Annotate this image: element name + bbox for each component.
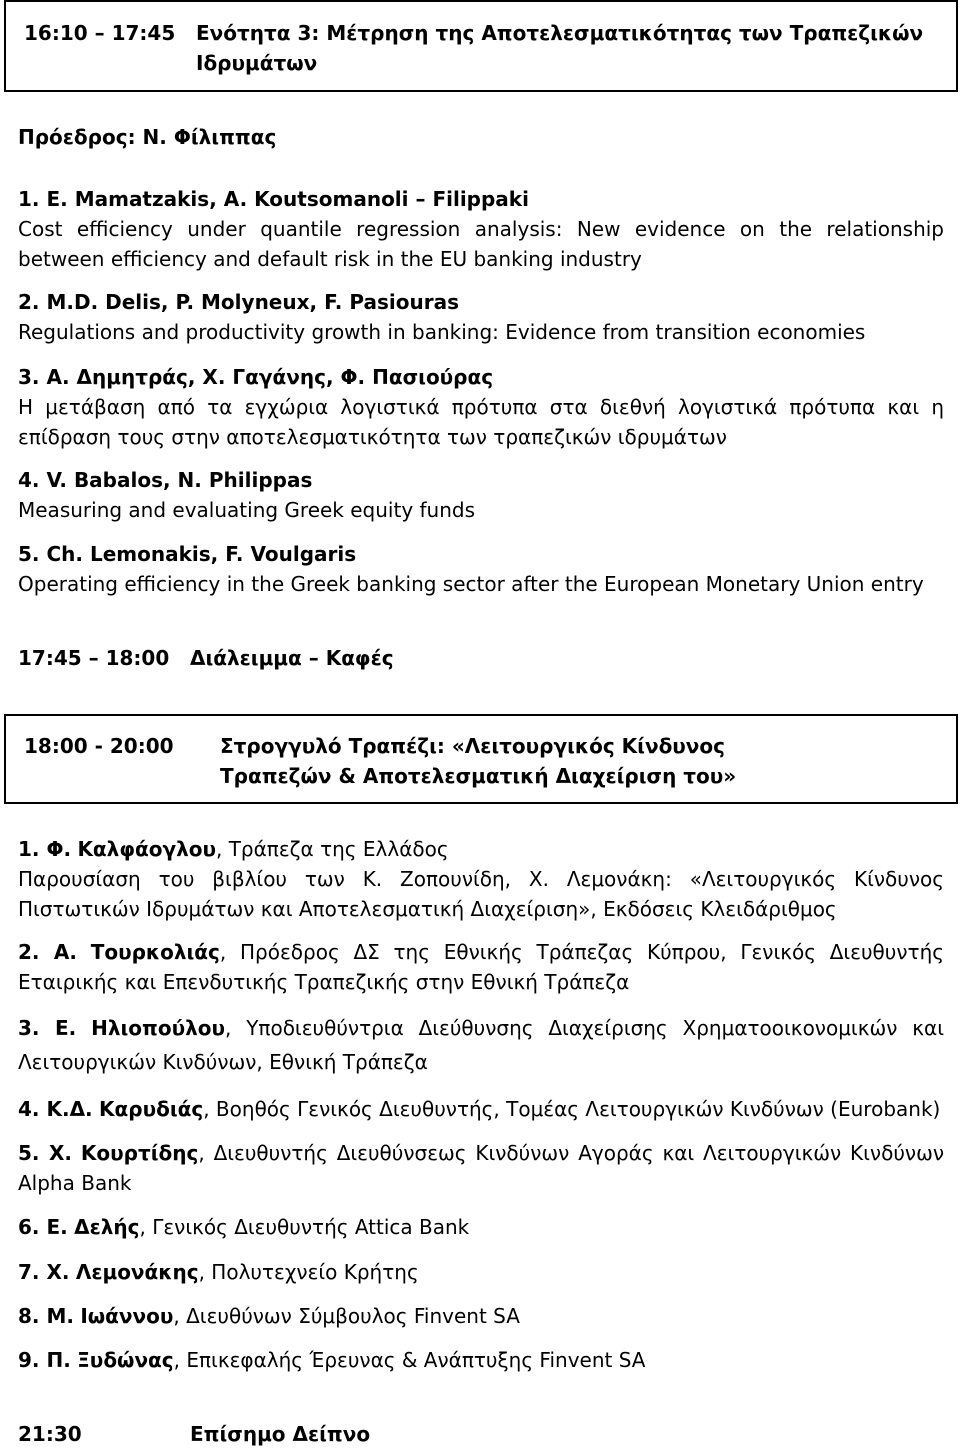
session-3-header: [4, 0, 958, 92]
paper-3-title: Η μετάβαση από τα εγχώρια λογιστικά πρότυπα στα διεθνή λογιστικά πρότυπα και η επίδραση τους στην αποτελεσματικότητα των τραπεζικών ιδρυμάτων: [18, 395, 944, 449]
panelist-2-name: Τουρκολιάς: [90, 940, 220, 964]
panelist-4-role: , Βοηθός Γενικός Διευθυντής, Τομέας Λειτουργικών Κινδύνων (Eurobank): [203, 1097, 941, 1121]
panelist-6-name: Δελής: [74, 1215, 140, 1239]
panelist-2: [18, 937, 944, 997]
panelist-2-role: , Πρόεδρος ΔΣ της Εθνικής Τράπεζας Κύπρου, Γενικός Διευθυντής Εταιρικής και Επενδυτικής Τραπεζικής στην Εθνική Τράπεζα: [18, 940, 944, 994]
panelist-1-book: Παρουσίαση του βιβλίου των Κ. Ζοπουνίδη, Χ. Λεμονάκη: «Λειτουργικός Κίνδυνος Πιστωτικών Ιδρυμάτων και Αποτελεσματική Διαχείριση», Εκδόσεις Κλειδάριθμος: [18, 867, 944, 921]
paper-2-title: Regulations and productivity growth in banking: Evidence from transition economies: [18, 320, 866, 344]
paper-4-title: Measuring and evaluating Greek equity funds: [18, 498, 476, 522]
panelist-1-role: , Τράπεζα της Ελλάδος: [215, 837, 449, 861]
paper-1-title: Cost efficiency under quantile regression analysis: New evidence on the relationship between efficiency and default risk in the EU banking industry: [18, 217, 944, 271]
panelist-8-num: 8. Μ.: [18, 1304, 74, 1328]
paper-4-authors: 4. V. Babalos, N. Philippas: [18, 468, 313, 492]
panelist-6: [18, 1212, 944, 1242]
panelist-8: [18, 1301, 944, 1331]
panelist-4-name: Καρυδιάς: [99, 1097, 204, 1121]
panelist-8-role: , Διευθύνων Σύμβουλος Finvent SA: [173, 1304, 520, 1328]
panelist-1-num: 1. Φ.: [18, 837, 72, 861]
panelist-9: [18, 1345, 944, 1375]
panelist-4: [18, 1094, 944, 1124]
roundtable-title-line1: Στρογγυλό Τραπέζι: «Λειτουργικός Κίνδυνος: [220, 734, 726, 758]
panelist-3: [18, 1011, 944, 1079]
panelist-3-name: Ηλιοπούλου: [91, 1016, 225, 1040]
paper-5-authors: 5. Ch. Lemonakis, F. Voulgaris: [18, 542, 357, 566]
panelist-2-num: 2. Α.: [18, 940, 77, 964]
coffee-break-time: 17:45 – 18:00: [18, 646, 170, 670]
session-3-time: 16:10 – 17:45: [24, 21, 176, 45]
panelist-9-num: 9. Π.: [18, 1348, 71, 1372]
panelist-7-role: , Πολυτεχνείο Κρήτης: [198, 1260, 419, 1284]
panelist-7: [18, 1257, 944, 1287]
paper-1-authors: 1. E. Mamatzakis, A. Koutsomanoli – Filippaki: [18, 187, 529, 211]
panelist-8-name: Ιωάννου: [80, 1304, 174, 1328]
dinner-label: Επίσημο Δείπνο: [190, 1422, 371, 1446]
panelist-4-num: 4. Κ.Δ.: [18, 1097, 93, 1121]
session-3-title-line2: Ιδρυμάτων: [196, 51, 318, 75]
panelist-5-name: Κουρτίδης: [80, 1141, 199, 1165]
paper-2-authors: 2. M.D. Delis, P. Molyneux, F. Pasiouras: [18, 290, 459, 314]
panelist-7-name: Λεμονάκης: [75, 1260, 199, 1284]
roundtable-header: [4, 714, 958, 804]
session-3-title-line1: Ενότητα 3: Μέτρηση της Αποτελεσματικότητας των Τραπεζικών: [196, 21, 924, 45]
panelist-9-name: Ξυδώνας: [77, 1348, 174, 1372]
panelist-3-num: 3. Ε.: [18, 1016, 77, 1040]
panelist-5-num: 5. Χ.: [18, 1141, 73, 1165]
panelist-1: [18, 834, 944, 864]
panelist-5: [18, 1138, 944, 1198]
roundtable-time: 18:00 - 20:00: [24, 734, 174, 758]
panelist-3-role: , Υποδιευθύντρια Διεύθυνσης Διαχείρισης Χρηματοοικονομικών και Λειτουργικών Κινδύνων, Εθνική Τράπεζα: [18, 1016, 944, 1074]
dinner-time: 21:30: [18, 1422, 82, 1446]
roundtable-title-line2: Τραπεζών & Αποτελεσματική Διαχείριση του»: [220, 764, 737, 788]
panelist-1-name: Καλφάογλου: [77, 837, 216, 861]
paper-3-authors: 3. Α. Δημητράς, Χ. Γαγάνης, Φ. Πασιούρας: [18, 365, 494, 389]
coffee-break-label: Διάλειμμα – Καφές: [190, 646, 394, 670]
paper-5-title: Operating efficiency in the Greek banking sector after the European Monetary Union entry: [18, 572, 924, 596]
panelist-7-num: 7. Χ.: [18, 1260, 70, 1284]
panelist-6-num: 6. Ε.: [18, 1215, 68, 1239]
session-chair: Πρόεδρος: Ν. Φίλιππας: [18, 125, 277, 149]
panelist-6-role: , Γενικός Διευθυντής Attica Bank: [139, 1215, 470, 1239]
panelist-9-role: , Επικεφαλής Έρευνας & Ανάπτυξης Finvent SA: [173, 1348, 646, 1372]
panelist-5-role: , Διευθυντής Διευθύνσεως Κινδύνων Αγοράς και Λειτουργικών Κινδύνων Alpha Bank: [18, 1141, 944, 1195]
